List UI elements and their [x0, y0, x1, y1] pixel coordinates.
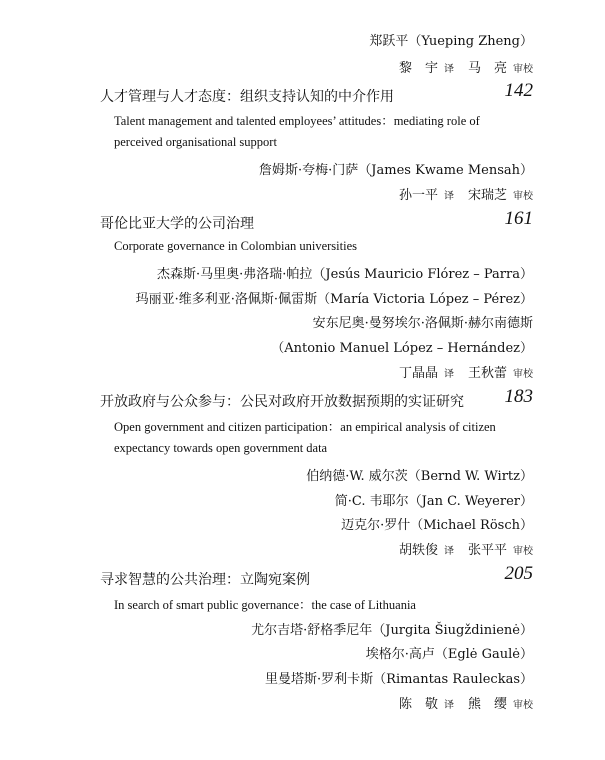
english-title-line: In search of smart public governance：the case of Lithuania [114, 598, 416, 612]
review-label: 审校 [513, 369, 533, 380]
translator-name: 陈 敬 [398, 697, 438, 712]
translate-label: 译 [443, 546, 454, 557]
translator-name: 孙一平 [398, 188, 438, 203]
english-title-line: Talent management and talented employees’ attitudes：mediating role of [114, 114, 480, 128]
article-title[interactable]: 人才管理与人才态度：组织支持认知的中介作用 [100, 89, 394, 105]
translator-line [399, 57, 533, 76]
author-line: 尤尔吉塔·舒格季尼年（Jurgita Šiugždinienė） [251, 623, 533, 638]
author-line: 简·C. 韦耶尔（Jan C. Weyerer） [334, 494, 533, 509]
review-label: 审校 [513, 191, 533, 202]
article-title[interactable]: 寻求智慧的公共治理：立陶宛案例 [100, 572, 310, 588]
author-line: 迈克尔·罗什（Michael Rösch） [341, 518, 533, 533]
reviewer-name: 张平平 [467, 543, 507, 558]
english-title-line: Corporate governance in Colombian universities [114, 239, 357, 253]
reviewer-name: 熊 缨 [467, 697, 507, 712]
review-label: 审校 [513, 64, 533, 75]
translator-line [399, 539, 533, 558]
page-number: 183 [504, 386, 533, 407]
author-line: 玛丽亚·维多利亚·洛佩斯·佩雷斯（María Victoria López – Pérez） [135, 292, 533, 307]
english-title-line: expectancy towards open government data [114, 441, 328, 455]
author-line: 里曼塔斯·罗利卡斯（Rimantas Rauleckas） [265, 672, 533, 687]
translate-label: 译 [443, 700, 454, 711]
translator-name: 黎 宇 [398, 61, 438, 76]
translator-line [399, 184, 533, 203]
review-label: 审校 [513, 700, 533, 711]
english-title-line: perceived organisational support [114, 135, 277, 149]
translator-name: 丁晶晶 [398, 366, 438, 381]
translator-name: 胡轶俊 [398, 543, 438, 558]
author-line: 郑跃平（Yueping Zheng） [369, 34, 533, 49]
article-title[interactable]: 开放政府与公众参与：公民对政府开放数据预期的实证研究 [100, 394, 464, 410]
reviewer-name: 宋瑞芝 [467, 188, 507, 203]
author-line: 杰森斯·马里奥·弗洛瑞·帕拉（Jesús Mauricio Flórez – Parra） [157, 267, 533, 282]
author-line: 伯纳德·W. 威尔茨（Bernd W. Wirtz） [306, 469, 533, 484]
article-title[interactable]: 哥伦比亚大学的公司治理 [100, 216, 254, 232]
translator-line [399, 362, 533, 381]
translate-label: 译 [443, 64, 454, 75]
translate-label: 译 [443, 191, 454, 202]
reviewer-name: 王秋蕾 [467, 366, 507, 381]
translator-line [399, 693, 533, 712]
reviewer-name: 马 亮 [467, 61, 507, 76]
author-line: 埃格尔·高卢（Eglė Gaulė） [365, 647, 533, 662]
author-line: 詹姆斯·夸梅·门萨（James Kwame Mensah） [259, 163, 533, 178]
page-number: 142 [504, 80, 533, 101]
author-line: （Antonio Manuel López – Hernández） [271, 341, 533, 356]
page-number: 161 [504, 208, 533, 229]
translate-label: 译 [443, 369, 454, 380]
review-label: 审校 [513, 546, 533, 557]
english-title-line: Open government and citizen participation：an empirical analysis of citizen [114, 420, 496, 434]
author-line: 安东尼奥·曼努埃尔·洛佩斯·赫尔南德斯 [312, 316, 533, 331]
page-number: 205 [504, 563, 533, 584]
